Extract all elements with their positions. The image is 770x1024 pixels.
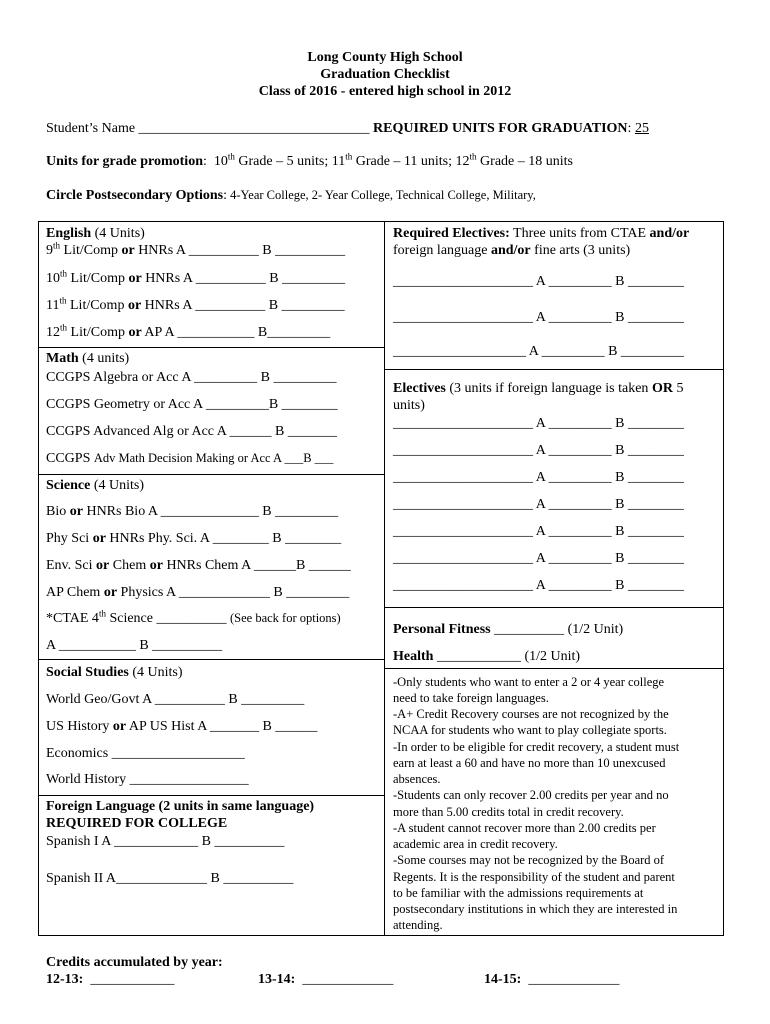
- postsecondary-label: Circle Postsecondary Options: [46, 188, 224, 203]
- note-line: -A+ Credit Recovery courses are not recognized by the: [393, 707, 669, 721]
- req-electives-heading: Required Electives: Three units from CTAE and/or: [393, 226, 690, 241]
- elective-row[interactable]: ____________________ A _________ B ________: [393, 524, 684, 539]
- note-line: earn at least a 60 and have no more than 10 unexcused: [393, 756, 666, 770]
- student-name-blank[interactable]: _________________________________: [138, 121, 370, 136]
- elective-row[interactable]: ____________________ A _________ B ________: [393, 443, 684, 458]
- english-row-12[interactable]: 12th Lit/Comp or AP A ___________ B_________: [46, 322, 331, 340]
- foreign-row-spanish1[interactable]: Spanish I A ____________ B __________: [46, 834, 285, 849]
- english-row-11[interactable]: 11th Lit/Comp or HNRs A __________ B _________: [46, 295, 345, 313]
- science-heading: Science (4 Units): [46, 478, 144, 493]
- electives-heading: Electives (3 units if foreign language is taken OR 5: [393, 381, 684, 396]
- required-units-label: REQUIRED UNITS FOR GRADUATION: [373, 121, 628, 136]
- note-line: -Only students who want to enter a 2 or 4 year college: [393, 675, 665, 689]
- elective-row[interactable]: ____________________ A _________ B ________: [393, 578, 684, 593]
- english-row-10[interactable]: 10th Lit/Comp or HNRs A __________ B _________: [46, 268, 346, 286]
- note-line: NCAA for students who want to play collegiate sports.: [393, 723, 667, 737]
- science-row-chem[interactable]: Env. Sci or Chem or HNRs Chem A ______B ______: [46, 558, 351, 573]
- credits-year-1415[interactable]: 14-15: _____________: [484, 972, 620, 987]
- social-row-worldhistory[interactable]: World History _________________: [46, 772, 249, 787]
- promotion-label: Units for grade promotion: [46, 154, 203, 169]
- page-title: Graduation Checklist: [320, 67, 450, 82]
- promotion-row: Units for grade promotion: 10th Grade – 5 units; 11th Grade – 11 units; 12th Grade – 18 units: [46, 151, 573, 169]
- note-line: -Students can only recover 2.00 credits per year and no: [393, 788, 669, 802]
- credits-heading: Credits accumulated by year:: [46, 955, 223, 970]
- credits-year-1213[interactable]: 12-13: ____________: [46, 972, 175, 987]
- class-line: Class of 2016 - entered high school in 2012: [258, 84, 512, 99]
- note-line: Regents. It is the responsibility of the student and parent: [393, 870, 675, 884]
- elective-row[interactable]: ____________________ A _________ B ________: [393, 470, 684, 485]
- note-line: need to take foreign languages.: [393, 691, 549, 705]
- math-row-algebra[interactable]: CCGPS Algebra or Acc A _________ B _________: [46, 370, 337, 385]
- credits-year-1314[interactable]: 13-14: _____________: [258, 972, 394, 987]
- foreign-heading: Foreign Language (2 units in same language): [46, 799, 315, 814]
- science-row-apchem[interactable]: AP Chem or Physics A _____________ B _________: [46, 585, 350, 600]
- electives-heading-2: units): [393, 398, 425, 413]
- personal-fitness-row[interactable]: Personal Fitness __________ (1/2 Unit): [393, 622, 624, 637]
- school-name: Long County High School: [307, 50, 463, 65]
- postsecondary-row: Circle Postsecondary Options: 4-Year College, 2- Year College, Technical College, Military,: [46, 188, 536, 203]
- note-line: academic area in credit recovery.: [393, 837, 558, 851]
- english-heading: English (4 Units): [46, 226, 145, 241]
- required-units-value: 25: [634, 121, 649, 136]
- elective-row[interactable]: ____________________ A _________ B ________: [393, 497, 684, 512]
- req-electives-heading-2: foreign language and/or fine arts (3 units): [393, 243, 631, 258]
- req-elective-row[interactable]: ___________________ A _________ B _________: [393, 344, 684, 359]
- science-row-ctae[interactable]: *CTAE 4th Science __________ (See back for options): [46, 608, 341, 626]
- foreign-required: REQUIRED FOR COLLEGE: [46, 816, 228, 831]
- note-line: absences.: [393, 772, 441, 786]
- note-line: attending.: [393, 918, 443, 932]
- social-row-economics[interactable]: Economics ___________________: [46, 746, 245, 761]
- req-elective-row[interactable]: ____________________ A _________ B ________: [393, 274, 684, 289]
- science-row-physci[interactable]: Phy Sci or HNRs Phy. Sci. A ________ B ________: [46, 531, 342, 546]
- student-name-label: Student’s Name: [46, 121, 136, 136]
- social-heading: Social Studies (4 Units): [46, 665, 183, 680]
- science-row-bio[interactable]: Bio or HNRs Bio A ______________ B _________: [46, 504, 339, 519]
- elective-row[interactable]: ____________________ A _________ B ________: [393, 416, 684, 431]
- note-line: to be familiar with the admissions requirements at: [393, 886, 644, 900]
- science-row-ctae-grades[interactable]: A ___________ B __________: [46, 638, 223, 653]
- math-row-geometry[interactable]: CCGPS Geometry or Acc A _________B ________: [46, 397, 338, 412]
- english-row-9[interactable]: 9th Lit/Comp or HNRs A __________ B __________: [46, 240, 346, 258]
- req-elective-row[interactable]: ____________________ A _________ B ________: [393, 310, 684, 325]
- math-row-decision-making[interactable]: CCGPS Adv Math Decision Making or Acc A ___B ___: [46, 451, 334, 466]
- note-line: more than 5.00 credits total in credit recovery.: [393, 805, 624, 819]
- social-row-worldgeo[interactable]: World Geo/Govt A __________ B _________: [46, 692, 305, 707]
- postsecondary-options[interactable]: 4-Year College, 2- Year College, Technical College, Military,: [226, 188, 536, 202]
- student-name-row: Student’s Name _________________________________ REQUIRED UNITS FOR GRADUATION: 25: [46, 121, 649, 136]
- math-heading: Math (4 units): [46, 351, 130, 366]
- foreign-row-spanish2[interactable]: Spanish II A_____________ B __________: [46, 871, 294, 886]
- note-line: -A student cannot recover more than 2.00 credits per: [393, 821, 656, 835]
- note-line: -Some courses may not be recognized by the Board of: [393, 853, 665, 867]
- health-row[interactable]: Health ____________ (1/2 Unit): [393, 649, 581, 664]
- elective-row[interactable]: ____________________ A _________ B ________: [393, 551, 684, 566]
- note-line: -In order to be eligible for credit recovery, a student must: [393, 740, 680, 754]
- social-row-ushistory[interactable]: US History or AP US Hist A _______ B ______: [46, 719, 318, 734]
- math-row-advanced-alg[interactable]: CCGPS Advanced Alg or Acc A ______ B _______: [46, 424, 337, 439]
- note-line: postsecondary institutions in which they are interested in: [393, 902, 678, 916]
